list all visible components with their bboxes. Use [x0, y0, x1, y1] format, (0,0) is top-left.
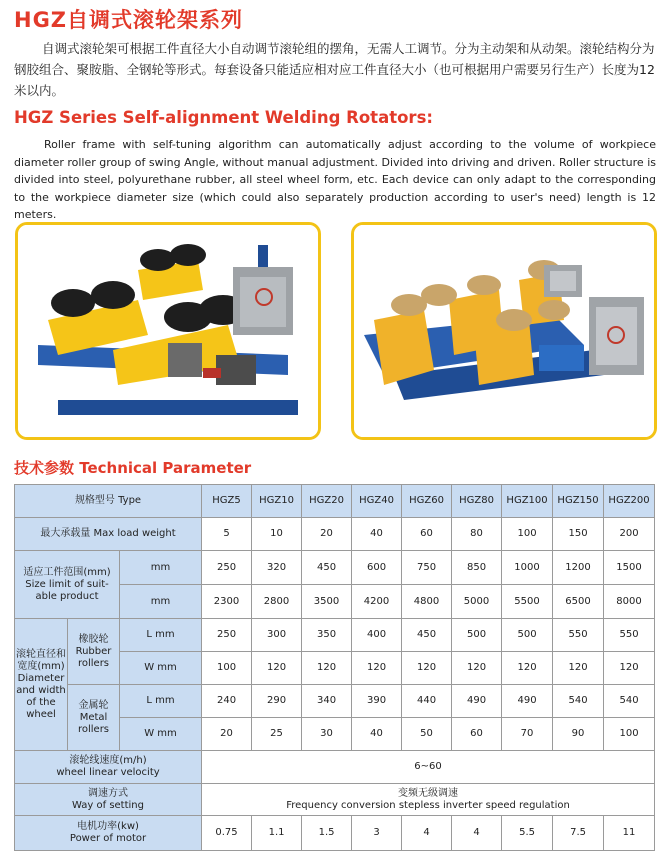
rubber-rollers-label [68, 619, 120, 685]
model-cell: HGZ200 [604, 485, 655, 518]
metal-l-cell: 540 [553, 685, 604, 718]
intro-chinese: 自调式滚轮架可根据工件直径大小自动调节滚轮组的摆角，无需人工调节。分为主动架和从动架。滚轮结构分为钢胶组合、聚胺脂、全钢轮等形式。每套设备只能适应相对应工件直径大小（也可根据用户需要另行生产）长度为12米以内。 [14, 41, 655, 98]
metal-label-en-2: rollers [77, 723, 110, 735]
row-model [15, 485, 655, 518]
setting-value [202, 784, 655, 816]
page-title: HGZ自调式滚轮架系列 [14, 8, 244, 32]
max-load-cell: 20 [302, 518, 352, 551]
size-min-cell: 1000 [502, 551, 553, 585]
metal-w-cell: 40 [352, 718, 402, 751]
metal-l-cell: 540 [604, 685, 655, 718]
rubber-l-cell: 500 [502, 619, 553, 652]
tech-parameter-title: 技术参数 Technical Parameter [14, 459, 252, 477]
size-min-cell: 600 [352, 551, 402, 585]
metal-l-cell: 340 [302, 685, 352, 718]
rubber-w-cell: 120 [604, 652, 655, 685]
size-min-cell: 450 [302, 551, 352, 585]
metal-l-cell: 490 [452, 685, 502, 718]
rotator-illustration-right [354, 225, 654, 437]
size-max-cell: 3500 [302, 585, 352, 619]
max-load-cell: 200 [604, 518, 655, 551]
metal-l-cell: 290 [252, 685, 302, 718]
power-label-cn: 电机功率(kw) [77, 821, 139, 832]
size-max-cell: 4200 [352, 585, 402, 619]
rubber-w-cell: 120 [452, 652, 502, 685]
size-min-cell: 750 [402, 551, 452, 585]
speed-value: 6~60 [202, 751, 655, 784]
rubber-w-cell: 120 [352, 652, 402, 685]
size-max-cell: 4800 [402, 585, 452, 619]
max-load-cell: 40 [352, 518, 402, 551]
wheel-label-cn-2: 宽度(mm) [17, 660, 65, 672]
size-min-cell: 850 [452, 551, 502, 585]
length-label: L mm [120, 685, 202, 718]
model-cell: HGZ5 [202, 485, 252, 518]
power-cell: 7.5 [553, 816, 604, 851]
row-max-load [15, 518, 655, 551]
rubber-l-cell: 250 [202, 619, 252, 652]
power-label-en: Power of motor [69, 833, 147, 844]
metal-l-cell: 490 [502, 685, 553, 718]
wheel-label-en-4: wheel [26, 708, 56, 720]
max-load-label: 最大承载量 Max load weight [15, 518, 202, 551]
english-title: HGZ Series Self-alignment Welding Rotators: [14, 108, 433, 127]
width-label: W mm [120, 652, 202, 685]
max-load-cell: 5 [202, 518, 252, 551]
size-limit-label [15, 551, 120, 619]
rubber-w-cell: 100 [202, 652, 252, 685]
model-label: 规格型号 Type [15, 485, 202, 518]
max-load-cell: 10 [252, 518, 302, 551]
length-label: L mm [120, 619, 202, 652]
power-cell: 3 [352, 816, 402, 851]
size-label-en-2: able product [35, 590, 99, 602]
speed-label [15, 751, 202, 784]
rubber-label-en-2: rollers [77, 657, 110, 669]
metal-l-cell: 440 [402, 685, 452, 718]
power-cell: 0.75 [202, 816, 252, 851]
setting-label [15, 784, 202, 816]
rotator-illustration-left [18, 225, 318, 437]
row-setting [15, 784, 655, 816]
rubber-l-cell: 500 [452, 619, 502, 652]
size-min-cell: 250 [202, 551, 252, 585]
size-max-cell: 5500 [502, 585, 553, 619]
wheel-size-label [15, 619, 68, 751]
model-cell: HGZ100 [502, 485, 553, 518]
rubber-w-cell: 120 [402, 652, 452, 685]
setting-value-en: Frequency conversion stepless inverter speed regulation [286, 799, 570, 811]
power-label [15, 816, 202, 851]
metal-w-cell: 25 [252, 718, 302, 751]
size-max-cell: 6500 [553, 585, 604, 619]
metal-label-en-1: Metal [79, 711, 108, 723]
size-max-cell: 5000 [452, 585, 502, 619]
row-metal-l [15, 685, 655, 718]
intro-english: Roller frame with self-tuning algorithm can automatically adjust according to the volume of workpiece diameter roller group of swing Angle, without manual adjustment. Divided into driving and driven. Roller structure is divided into steel, polyurethane rubber, all steel wheel form, etc. Each device can only adapt to the corresponding to the workpiece diameter size (which could also separately production according to user's need) length is 12 meters. [14, 138, 656, 221]
power-cell: 5.5 [502, 816, 553, 851]
power-cell: 4 [402, 816, 452, 851]
size-max-cell: 2800 [252, 585, 302, 619]
rubber-w-cell: 120 [553, 652, 604, 685]
power-cell: 1.5 [302, 816, 352, 851]
power-cell: 11 [604, 816, 655, 851]
rubber-w-cell: 120 [252, 652, 302, 685]
metal-w-cell: 20 [202, 718, 252, 751]
rubber-l-cell: 550 [604, 619, 655, 652]
size-min-cell: 1500 [604, 551, 655, 585]
metal-w-cell: 50 [402, 718, 452, 751]
spec-table [14, 484, 655, 851]
size-min-cell: 1200 [553, 551, 604, 585]
setting-label-en: Way of setting [72, 799, 144, 811]
max-load-cell: 60 [402, 518, 452, 551]
rubber-l-cell: 400 [352, 619, 402, 652]
size-label-cn: 适应工件范围(mm) [23, 566, 111, 578]
model-cell: HGZ60 [402, 485, 452, 518]
size-label-en-1: Size limit of suit- [25, 578, 109, 590]
width-label: W mm [120, 718, 202, 751]
size-max-cell: 8000 [604, 585, 655, 619]
row-size-min [15, 551, 655, 585]
power-cell: 1.1 [252, 816, 302, 851]
metal-label-cn: 金属轮 [78, 699, 109, 711]
model-cell: HGZ40 [352, 485, 402, 518]
power-cell: 4 [452, 816, 502, 851]
row-rubber-l [15, 619, 655, 652]
speed-label-cn: 滚轮线速度(m/h) [69, 755, 147, 766]
row-speed [15, 751, 655, 784]
max-load-cell: 150 [553, 518, 604, 551]
product-photo-right [351, 222, 657, 440]
wheel-label-en-1: Diameter [17, 672, 65, 684]
rubber-w-cell: 120 [302, 652, 352, 685]
rubber-l-cell: 300 [252, 619, 302, 652]
max-load-cell: 80 [452, 518, 502, 551]
wheel-label-en-3: of the [26, 696, 56, 708]
unit-label: mm [120, 585, 202, 619]
wheel-label-cn-1: 滚轮直径和 [16, 648, 66, 660]
max-load-cell: 100 [502, 518, 553, 551]
model-cell: HGZ20 [302, 485, 352, 518]
wheel-label-en-2: and width [16, 684, 66, 696]
metal-w-cell: 90 [553, 718, 604, 751]
metal-w-cell: 70 [502, 718, 553, 751]
model-cell: HGZ80 [452, 485, 502, 518]
rubber-l-cell: 350 [302, 619, 352, 652]
size-min-cell: 320 [252, 551, 302, 585]
setting-label-cn: 调速方式 [88, 787, 129, 799]
metal-w-cell: 100 [604, 718, 655, 751]
setting-value-cn: 变频无级调速 [398, 787, 459, 799]
metal-w-cell: 30 [302, 718, 352, 751]
metal-l-cell: 390 [352, 685, 402, 718]
rubber-l-cell: 550 [553, 619, 604, 652]
metal-l-cell: 240 [202, 685, 252, 718]
metal-w-cell: 60 [452, 718, 502, 751]
rubber-label-cn: 橡胶轮 [78, 633, 109, 645]
model-cell: HGZ150 [553, 485, 604, 518]
unit-label: mm [120, 551, 202, 585]
rubber-l-cell: 450 [402, 619, 452, 652]
model-cell: HGZ10 [252, 485, 302, 518]
product-photo-left [15, 222, 321, 440]
metal-rollers-label [68, 685, 120, 751]
speed-label-en: wheel linear velocity [56, 767, 160, 778]
row-power [15, 816, 655, 851]
rubber-w-cell: 120 [502, 652, 553, 685]
size-max-cell: 2300 [202, 585, 252, 619]
rubber-label-en-1: Rubber [75, 645, 112, 657]
